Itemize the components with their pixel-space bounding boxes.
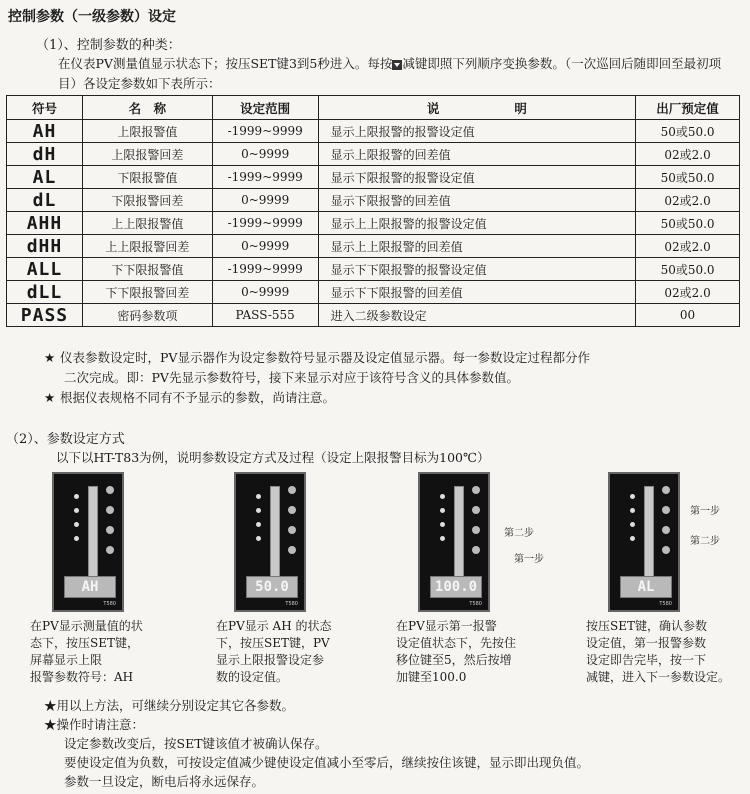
row-default: 50或50.0 bbox=[636, 166, 740, 189]
row-default: 50或50.0 bbox=[636, 212, 740, 235]
row-range: -1999~9999 bbox=[212, 212, 318, 235]
table-row bbox=[7, 189, 740, 212]
star-icon: ★ bbox=[44, 698, 57, 713]
step-label-second: 第二步 bbox=[504, 528, 534, 539]
row-range: PASS-555 bbox=[212, 304, 318, 327]
row-default: 50或50.0 bbox=[636, 120, 740, 143]
row-desc: 显示上上限报警的报警设定值 bbox=[318, 212, 635, 235]
note-1: ★ 仪表参数设定时，PV显示器作为设定参数符号显示器及设定值显示器。每一参数设定过程都分作 二次完成。即：PV先显示参数符号，接下来显示对应于该符号含义的具体参数值。 ★ 根据仪表规格不同有不予显示的参数，尚请注意。 bbox=[44, 348, 744, 408]
row-name: 下下限报警回差 bbox=[82, 281, 212, 304]
row-range: 0~9999 bbox=[212, 143, 318, 166]
parameter-table bbox=[6, 95, 740, 327]
step-label-first: 第一步 bbox=[514, 554, 544, 565]
row-symbol: dH bbox=[7, 143, 83, 166]
bargraph bbox=[270, 486, 280, 588]
model-badge: T580 bbox=[103, 601, 116, 607]
row-default: 00 bbox=[636, 304, 740, 327]
row-default: 02或2.0 bbox=[636, 281, 740, 304]
model-badge: T580 bbox=[285, 601, 298, 607]
meter-keys bbox=[288, 486, 298, 566]
meter-panel bbox=[52, 472, 124, 612]
star-icon: ★ bbox=[44, 350, 56, 365]
table-row bbox=[7, 304, 740, 327]
row-desc: 显示下下限报警的回差值 bbox=[318, 281, 635, 304]
row-symbol: dHH bbox=[7, 235, 83, 258]
model-badge: T580 bbox=[469, 601, 482, 607]
row-symbol: dLL bbox=[7, 281, 83, 304]
table-row bbox=[7, 258, 740, 281]
row-name: 上限报警值 bbox=[82, 120, 212, 143]
meter-display: 100.0 bbox=[430, 576, 482, 598]
step-label-first: 第一步 bbox=[690, 506, 720, 517]
row-name: 下限报警值 bbox=[82, 166, 212, 189]
section1-heading: （1）、控制参数的种类： bbox=[36, 38, 181, 53]
table-row bbox=[7, 212, 740, 235]
bargraph bbox=[644, 486, 654, 588]
row-range: 0~9999 bbox=[212, 281, 318, 304]
section1-paragraph bbox=[58, 54, 738, 94]
model-badge: T580 bbox=[659, 601, 672, 607]
down-key-icon bbox=[392, 60, 402, 70]
row-default: 02或2.0 bbox=[636, 235, 740, 258]
table-row bbox=[7, 166, 740, 189]
row-range: -1999~9999 bbox=[212, 258, 318, 281]
header-name: 名 称 bbox=[82, 96, 212, 120]
row-symbol: AH bbox=[7, 120, 83, 143]
meter-panel bbox=[418, 472, 490, 612]
caption-1: 在PV显示测量值的状 态下，按压SET键， 屏幕显示上限 报警参数符号：AH bbox=[30, 619, 143, 684]
table-row bbox=[7, 281, 740, 304]
row-name: 下限报警回差 bbox=[82, 189, 212, 212]
alarm-leds bbox=[74, 494, 80, 550]
section2-heading: （2）、参数设定方式 bbox=[6, 432, 125, 447]
row-name: 上上限报警回差 bbox=[82, 235, 212, 258]
meter-panel bbox=[608, 472, 680, 612]
row-symbol: dL bbox=[7, 189, 83, 212]
row-desc: 显示上限报警的报警设定值 bbox=[318, 120, 635, 143]
star-icon: ★ bbox=[44, 390, 56, 405]
table-row bbox=[7, 235, 740, 258]
header-range: 设定范围 bbox=[212, 96, 318, 120]
row-desc: 显示下限报警的报警设定值 bbox=[318, 166, 635, 189]
row-name: 上限报警回差 bbox=[82, 143, 212, 166]
alarm-leds bbox=[256, 494, 262, 550]
section2-intro: 以下以HT-T83为例，说明参数设定方式及过程（设定上限报警目标为100℃） bbox=[56, 450, 490, 465]
notes-footer: ★用以上方法，可继续分别设定其它各参数。 ★操作时请注意： 设定参数改变后，按SET键该值才被确认保存。 要使设定值为负数，可按设定值减少键使设定值减小至零后，继续按住该键，显示即出现负值。 参数一旦设定，断电后将永远保存。 bbox=[44, 698, 590, 789]
para-part-b: 减键即照下列顺序变换参数。（一次巡回后随即回至最初项目）各设定参数如下表所示： bbox=[58, 56, 722, 91]
row-desc: 显示下下限报警的报警设定值 bbox=[318, 258, 635, 281]
row-range: 0~9999 bbox=[212, 235, 318, 258]
row-range: -1999~9999 bbox=[212, 120, 318, 143]
row-default: 02或2.0 bbox=[636, 143, 740, 166]
caption-2: 在PV显示 AH 的状态 下，按压SET键，PV 显示上限报警设定参 数的设定值。 bbox=[216, 619, 332, 684]
meter-display: AH bbox=[64, 576, 116, 598]
row-desc: 显示上限报警的回差值 bbox=[318, 143, 635, 166]
row-symbol: ALL bbox=[7, 258, 83, 281]
alarm-leds bbox=[440, 494, 446, 550]
row-range: 0~9999 bbox=[212, 189, 318, 212]
row-desc: 显示上上限报警的回差值 bbox=[318, 235, 635, 258]
meter-display: AL bbox=[620, 576, 672, 598]
row-symbol: AHH bbox=[7, 212, 83, 235]
row-symbol: PASS bbox=[7, 304, 83, 327]
caption-4: 按压SET键，确认参数 设定值，第一报警参数 设定即告完毕，按一下 减键，进入下一参数设定。 bbox=[586, 619, 731, 684]
table-row bbox=[7, 120, 740, 143]
row-symbol: AL bbox=[7, 166, 83, 189]
caption-3: 在PV显示第一报警 设定值状态下，先按住 移位键至5，然后按增 加键至100.0 bbox=[396, 619, 517, 684]
page-title: 控制参数（一级参数）设定 bbox=[8, 9, 176, 25]
meter-keys bbox=[662, 486, 672, 566]
step-label-second: 第二步 bbox=[690, 536, 720, 547]
bargraph bbox=[454, 486, 464, 588]
row-desc: 显示下限报警的回差值 bbox=[318, 189, 635, 212]
table-row bbox=[7, 143, 740, 166]
row-default: 50或50.0 bbox=[636, 258, 740, 281]
header-symbol: 符号 bbox=[7, 96, 83, 120]
header-desc: 说 明 bbox=[318, 96, 635, 120]
header-default: 出厂预定值 bbox=[636, 96, 740, 120]
row-default: 02或2.0 bbox=[636, 189, 740, 212]
para-part-a: 在仪表PV测量值显示状态下；按压SET键3到5秒进入。每按 bbox=[58, 56, 393, 71]
table-header-row bbox=[7, 96, 740, 120]
row-name: 密码参数项 bbox=[82, 304, 212, 327]
row-name: 上上限报警值 bbox=[82, 212, 212, 235]
row-name: 下下限报警值 bbox=[82, 258, 212, 281]
row-desc: 进入二级参数设定 bbox=[318, 304, 635, 327]
row-range: -1999~9999 bbox=[212, 166, 318, 189]
meter-keys bbox=[106, 486, 116, 566]
bargraph bbox=[88, 486, 98, 588]
alarm-leds bbox=[630, 494, 636, 550]
meter-panel bbox=[234, 472, 306, 612]
star-icon: ★ bbox=[44, 717, 57, 732]
meter-keys bbox=[472, 486, 482, 566]
meter-display: 50.0 bbox=[246, 576, 298, 598]
